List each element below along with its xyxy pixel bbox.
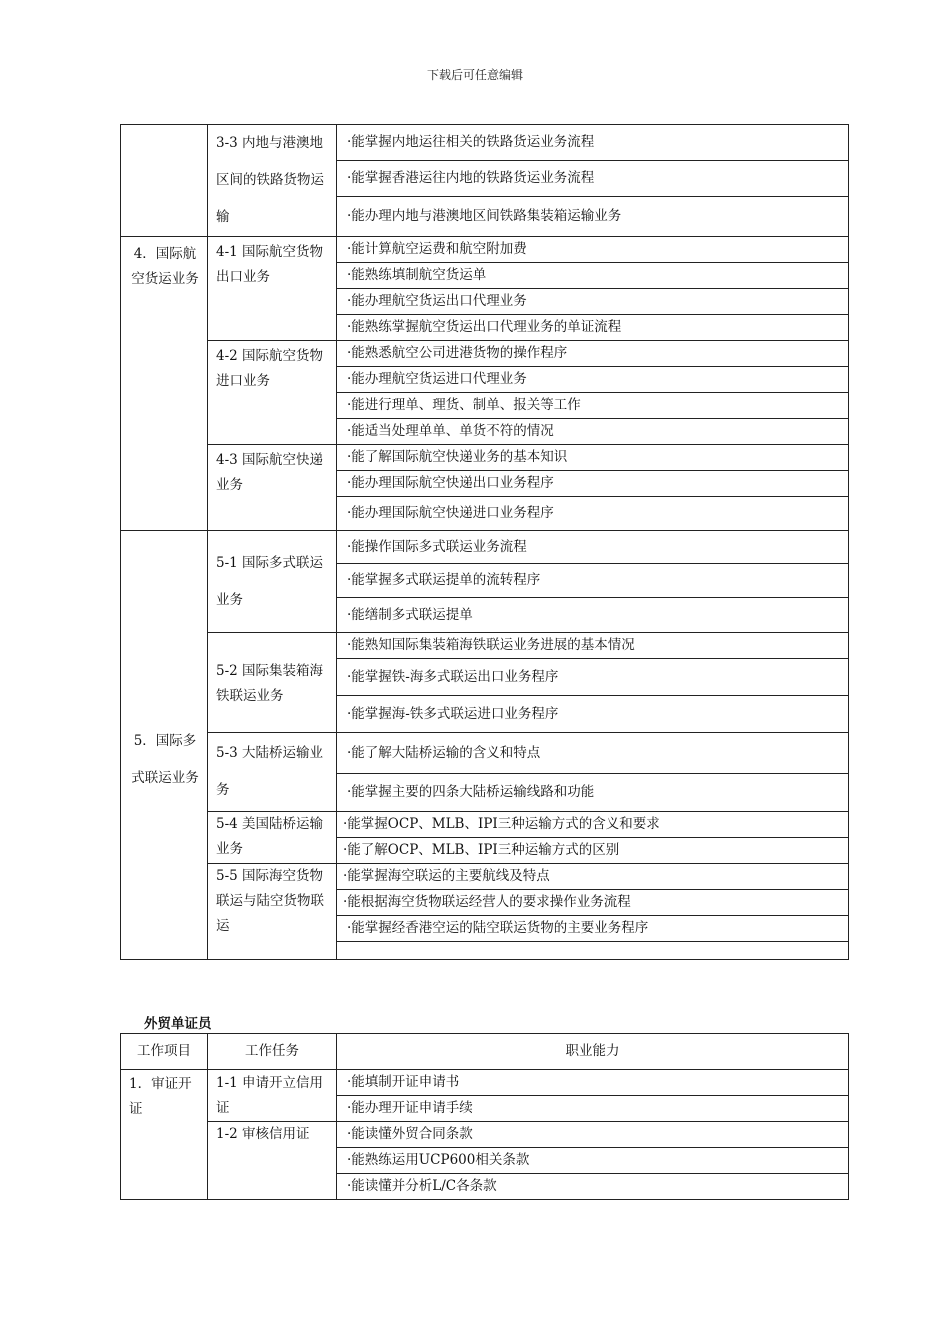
spacer-cell [337, 948, 849, 960]
skill-cell: ·能掌握铁-海多式联运出口业务程序 [337, 659, 849, 696]
skill-cell: ·能进行理单、理货、制单、报关等工作 [337, 393, 849, 419]
task-cell-5-4: 5-4 美国陆桥运输业务 [208, 812, 337, 864]
skill-cell: ·能熟知国际集装箱海铁联运业务进展的基本情况 [337, 633, 849, 659]
task-cell-5-1: 5-1 国际多式联运业务 [208, 531, 337, 633]
task-cell-4-3: 4-3 国际航空快递业务 [208, 445, 337, 531]
skill-cell: ·能根据海空货物联运经营人的要求操作业务流程 [337, 890, 849, 916]
skill-cell: ·能掌握海-铁多式联运进口业务程序 [337, 696, 849, 733]
skill-cell: ·能适当处理单单、单货不符的情况 [337, 419, 849, 445]
task-cell-4-1: 4-1 国际航空货物出口业务 [208, 237, 337, 341]
skill-cell: ·能办理内地与港澳地区间铁路集装箱运输业务 [337, 196, 849, 236]
skill-cell: ·能办理航空货运进口代理业务 [337, 367, 849, 393]
header-cell-task: 工作任务 [208, 1034, 337, 1070]
skill-cell: ·能熟悉航空公司进港货物的操作程序 [337, 341, 849, 367]
project-cell-5: 5．国际多式联运业务 [121, 531, 208, 960]
skill-cell: ·能办理开证申请手续 [337, 1096, 849, 1122]
skill-cell: ·能熟练运用UCP600相关条款 [337, 1148, 849, 1174]
skill-cell: ·能读懂外贸合同条款 [337, 1122, 849, 1148]
header-cell-project: 工作项目 [121, 1034, 208, 1070]
skill-cell: ·能掌握内地运往相关的铁路货运业务流程 [337, 125, 849, 161]
section-title: 外贸单证员 [144, 1016, 212, 1032]
skill-cell: ·能掌握经香港空运的陆空联运货物的主要业务程序 [337, 916, 849, 942]
skill-cell: ·能计算航空运费和航空附加费 [337, 237, 849, 263]
skill-cell: ·能了解OCP、MLB、IPI三种运输方式的区别 [337, 838, 849, 864]
project-cell-4: 4．国际航空货运业务 [121, 237, 208, 531]
skill-cell: ·能办理航空货运出口代理业务 [337, 289, 849, 315]
skill-cell: ·能缮制多式联运提单 [337, 598, 849, 633]
task-cell-1-2: 1-2 审核信用证 [208, 1122, 337, 1200]
skill-cell: ·能读懂并分析L/C各条款 [337, 1174, 849, 1200]
task-cell-4-2: 4-2 国际航空货物进口业务 [208, 341, 337, 445]
skill-cell: ·能掌握海空联运的主要航线及特点 [337, 864, 849, 890]
skill-cell: ·能熟练掌握航空货运出口代理业务的单证流程 [337, 315, 849, 341]
skill-cell: ·能办理国际航空快递进口业务程序 [337, 497, 849, 531]
task-cell-5-2: 5-2 国际集装箱海铁联运业务 [208, 633, 337, 733]
competency-table-documents [120, 1033, 849, 1200]
competency-table-continued [120, 124, 849, 960]
skill-cell: ·能办理国际航空快递出口业务程序 [337, 471, 849, 497]
task-cell-3-3: 3-3 内地与港澳地区间的铁路货物运输 [208, 125, 337, 237]
skill-cell: ·能了解国际航空快递业务的基本知识 [337, 445, 849, 471]
task-cell-5-3: 5-3 大陆桥运输业务 [208, 733, 337, 812]
skill-cell: ·能掌握OCP、MLB、IPI三种运输方式的含义和要求 [337, 812, 849, 838]
task-cell-1-1: 1-1 申请开立信用证 [208, 1070, 337, 1122]
skill-cell: ·能熟练填制航空货运单 [337, 263, 849, 289]
header-cell-competency: 职业能力 [337, 1034, 849, 1070]
skill-cell: ·能掌握香港运往内地的铁路货运业务流程 [337, 160, 849, 196]
task-cell-5-5: 5-5 国际海空货物联运与陆空货物联运 [208, 864, 337, 960]
header-note: 下载后可任意编辑 [426, 68, 523, 82]
project-cell-blank [121, 125, 208, 237]
skill-cell: ·能掌握多式联运提单的流转程序 [337, 564, 849, 598]
skill-cell: ·能掌握主要的四条大陆桥运输线路和功能 [337, 774, 849, 812]
project-cell-1: 1．审证开证 [121, 1070, 208, 1200]
skill-cell: ·能填制开证申请书 [337, 1070, 849, 1096]
skill-cell: ·能了解大陆桥运输的含义和特点 [337, 733, 849, 774]
skill-cell: ·能操作国际多式联运业务流程 [337, 531, 849, 564]
